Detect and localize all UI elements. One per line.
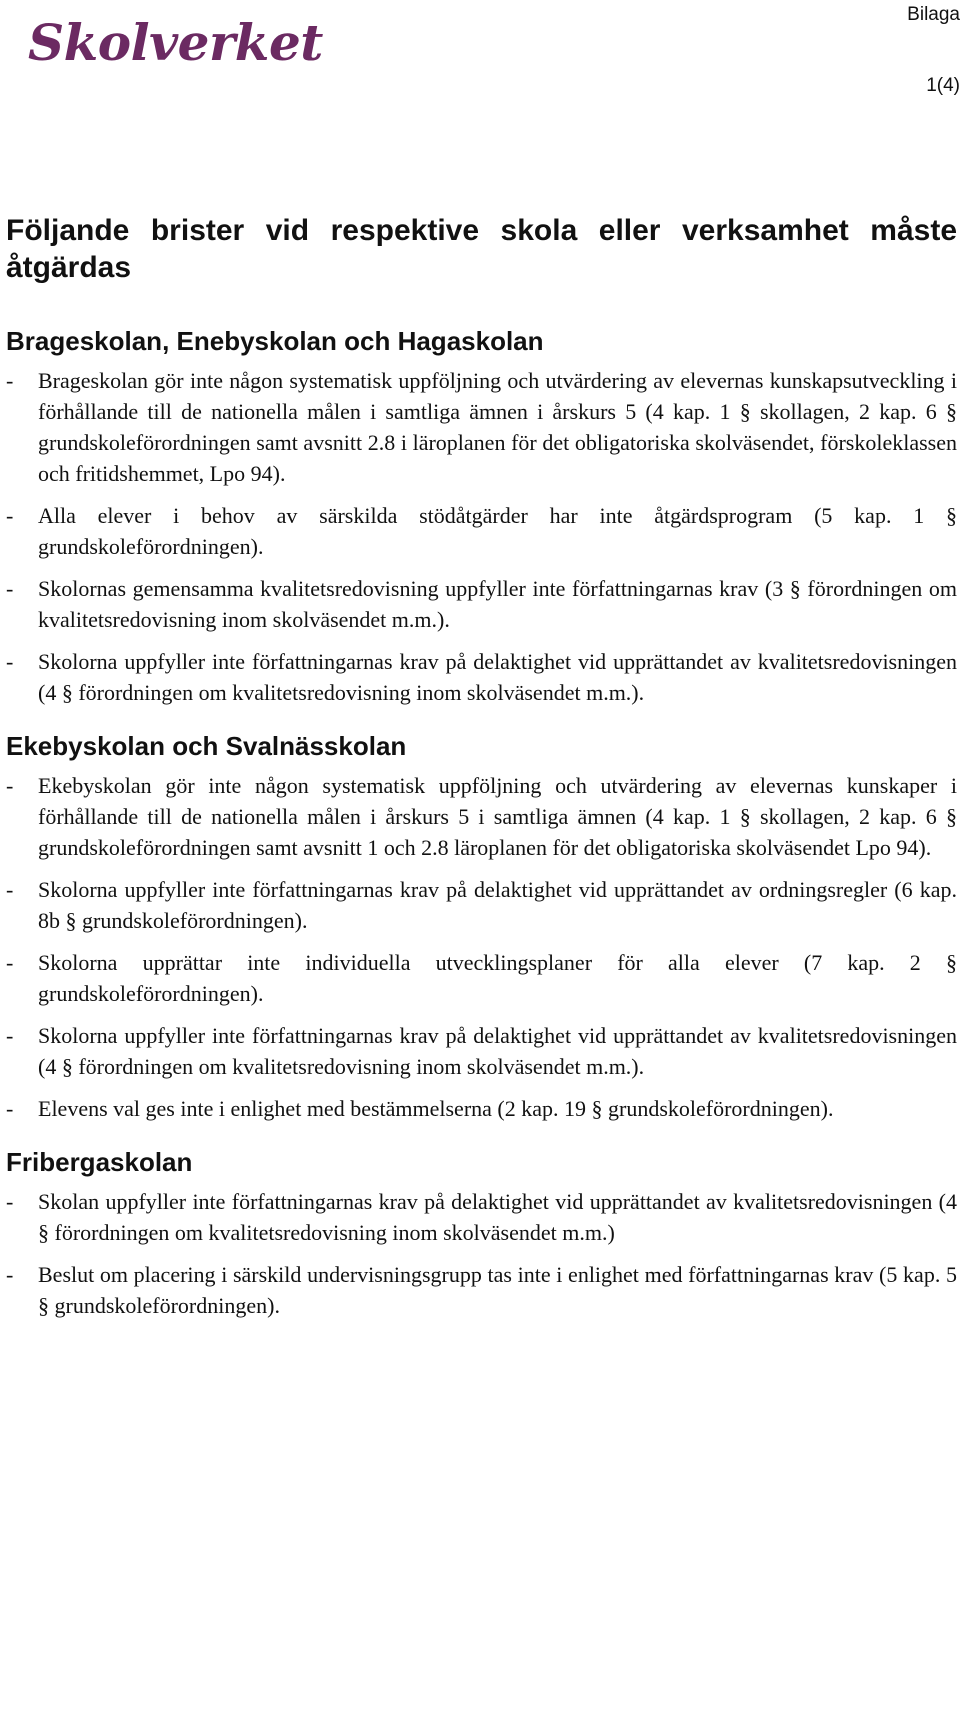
list-item-text: Alla elever i behov av särskilda stödåtgärder har inte åtgärdsprogram (5 kap. 1 § grundskoleförordningen). bbox=[38, 503, 957, 559]
list-dash: - bbox=[6, 773, 14, 798]
section-heading: Ekebyskolan och Svalnässkolan bbox=[6, 731, 407, 761]
list-dash: - bbox=[6, 503, 14, 528]
list-dash: - bbox=[6, 877, 14, 902]
list-dash: - bbox=[6, 576, 14, 601]
list-dash: - bbox=[6, 368, 14, 393]
list-dash: - bbox=[6, 1262, 14, 1287]
section-ekebyskolan bbox=[6, 730, 957, 1124]
list-item-text: Brageskolan gör inte någon systematisk uppföljning och utvärdering av elevernas kunskapsutveckling i förhållande till de nationella målen i samtliga ämnen i årskurs 5 (4 kap. 1 § skollagen, 2 kap. 6 § grundskoleförordningen samt avsnitt 2.8 i läroplanen för det obligatoriska skolväsendet, förskoleklassen och fritidshemmet, Lpo 94). bbox=[38, 368, 957, 486]
list-item-text: Ekebyskolan gör inte någon systematisk uppföljning och utvärdering av elevernas kunskaper i förhållande till de nationella målen i årskurs 5 i samtliga ämnen (4 kap. 1 § skollagen, 2 kap. 6 § grundskoleförordningen samt avsnitt 1 och 2.8 läroplanen för det obligatoriska skolväsendet Lpo 94). bbox=[38, 773, 957, 860]
section-heading: Brageskolan, Enebyskolan och Hagaskolan bbox=[6, 326, 544, 356]
list-dash: - bbox=[6, 1096, 14, 1121]
list-item-text: Skolorna upprättar inte individuella utvecklingsplaner för alla elever (7 kap. 2 § grundskoleförordningen). bbox=[38, 950, 957, 1006]
skolverket-logo: Skolverket bbox=[28, 13, 323, 72]
deficiency-list bbox=[6, 365, 957, 708]
section-heading: Fribergaskolan bbox=[6, 1147, 193, 1177]
document-title: Följande brister vid respektive skola eller verksamhet måste åtgärdas bbox=[6, 214, 957, 284]
list-item-text: Skolorna uppfyller inte författningarnas krav på delaktighet vid upprättandet av kvalitetsredovisningen (4 § förordningen om kvalitetsredovisning inom skolväsendet m.m.). bbox=[38, 649, 957, 705]
list-item bbox=[6, 1186, 957, 1248]
list-item bbox=[6, 365, 957, 489]
attachment-label: Bilaga bbox=[907, 4, 960, 25]
list-dash: - bbox=[6, 1023, 14, 1048]
list-item bbox=[6, 874, 957, 936]
list-item-text: Beslut om placering i särskild undervisningsgrupp tas inte i enlighet med författningarnas krav (5 kap. 5 § grundskoleförordningen). bbox=[38, 1262, 957, 1318]
section-brageskolan bbox=[6, 325, 957, 708]
list-item bbox=[6, 500, 957, 562]
list-dash: - bbox=[6, 649, 14, 674]
list-item bbox=[6, 947, 957, 1009]
list-dash: - bbox=[6, 950, 14, 975]
list-item-text: Skolornas gemensamma kvalitetsredovisning uppfyller inte författningarnas krav (3 § förordningen om kvalitetsredovisning inom skolväsendet m.m.). bbox=[38, 576, 957, 632]
list-item bbox=[6, 1020, 957, 1082]
deficiency-list bbox=[6, 1186, 957, 1321]
list-dash: - bbox=[6, 1189, 14, 1214]
list-item bbox=[6, 646, 957, 708]
list-item bbox=[6, 1259, 957, 1321]
list-item-text: Skolorna uppfyller inte författningarnas krav på delaktighet vid upprättandet av ordningsregler (6 kap. 8b § grundskoleförordningen). bbox=[38, 877, 957, 933]
list-item-text: Skolan uppfyller inte författningarnas krav på delaktighet vid upprättandet av kvalitetsredovisningen (4 § förordningen om kvalitetsredovisning inom skolväsendet m.m.) bbox=[38, 1189, 957, 1245]
page-number: 1(4) bbox=[926, 75, 960, 96]
list-item bbox=[6, 1093, 957, 1124]
list-item-text: Elevens val ges inte i enlighet med bestämmelserna (2 kap. 19 § grundskoleförordningen). bbox=[38, 1096, 834, 1121]
list-item-text: Skolorna uppfyller inte författningarnas krav på delaktighet vid upprättandet av kvalitetsredovisningen (4 § förordningen om kvalitetsredovisning inom skolväsendet m.m.). bbox=[38, 1023, 957, 1079]
section-fribergaskolan bbox=[6, 1146, 957, 1321]
document-body bbox=[6, 212, 957, 1343]
deficiency-list bbox=[6, 770, 957, 1124]
list-item bbox=[6, 770, 957, 863]
list-item bbox=[6, 573, 957, 635]
